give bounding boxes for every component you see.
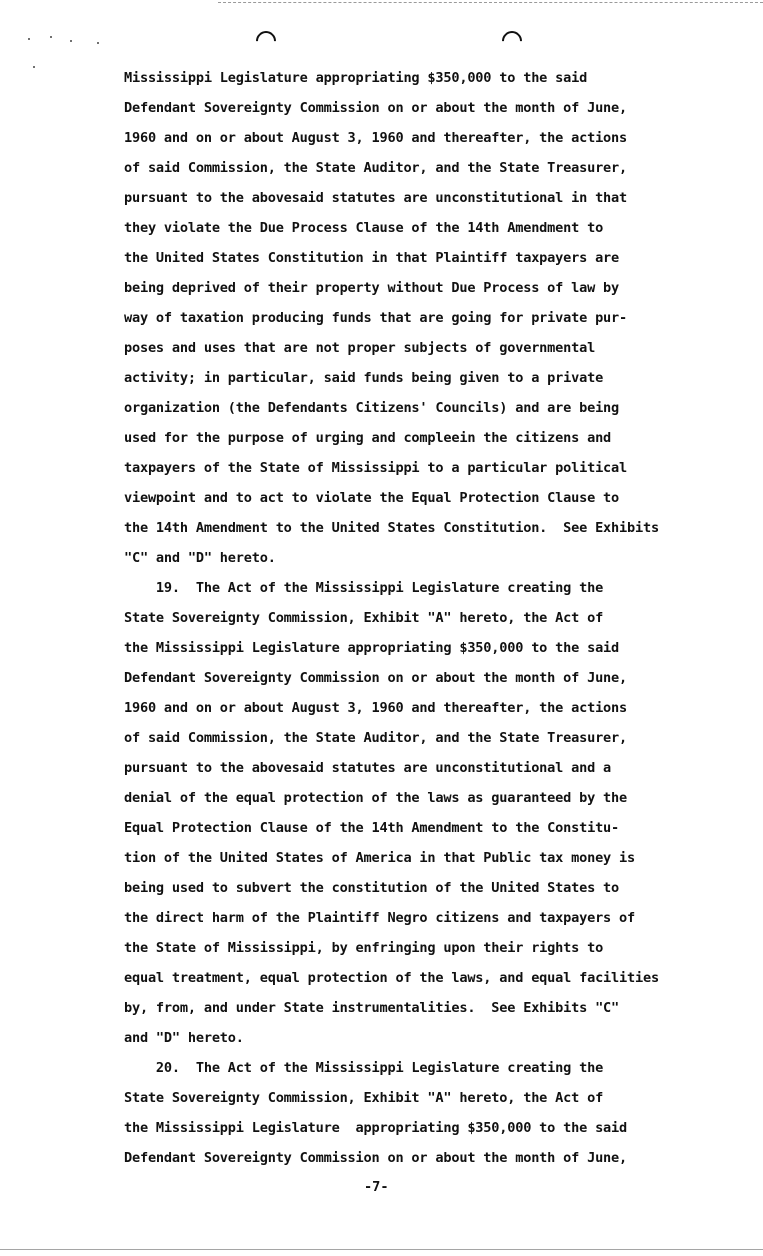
text-line: 1960 and on or about August 3, 1960 and thereafter, the actions	[124, 700, 628, 716]
text-line: the United States Constitution in that Plaintiff taxpayers are	[124, 250, 620, 266]
text-line: tion of the United States of America in that Public tax money is	[124, 850, 635, 866]
text-line: and "D" hereto.	[124, 1030, 244, 1046]
text-line: used for the purpose of urging and compleein the citizens and	[124, 430, 612, 446]
text-line: equal treatment, equal protection of the laws, and equal facilities	[124, 970, 659, 986]
text-line: State Sovereignty Commission, Exhibit "A" hereto, the Act of	[124, 610, 604, 626]
text-line: denial of the equal protection of the laws as guaranteed by the	[124, 790, 628, 806]
scan-speck	[50, 36, 52, 38]
text-line: organization (the Defendants Citizens' Councils) and are being	[124, 400, 620, 416]
text-line: being deprived of their property without Due Process of law by	[124, 280, 620, 296]
scan-speck	[97, 42, 99, 44]
text-line: the Mississippi Legislature appropriating $350,000 to the said	[124, 1120, 628, 1136]
text-line: way of taxation producing funds that are going for private pur-	[124, 310, 628, 326]
top-edge-dots	[218, 2, 763, 3]
text-line: by, from, and under State instrumentalities. See Exhibits "C"	[124, 1000, 620, 1016]
text-line: 19. The Act of the Mississippi Legislature creating the	[124, 580, 604, 596]
text-line: the 14th Amendment to the United States Constitution. See Exhibits	[124, 520, 659, 536]
scan-speck	[33, 66, 35, 68]
text-line: Mississippi Legislature appropriating $350,000 to the said	[124, 70, 588, 86]
text-line: pursuant to the abovesaid statutes are unconstitutional and a	[124, 760, 612, 776]
text-line: Defendant Sovereignty Commission on or about the month of June,	[124, 1150, 628, 1166]
text-line: activity; in particular, said funds being given to a private	[124, 370, 604, 386]
text-line: Equal Protection Clause of the 14th Amendment to the Constitu-	[124, 820, 620, 836]
text-line: taxpayers of the State of Mississippi to a particular political	[124, 460, 628, 476]
text-line: State Sovereignty Commission, Exhibit "A" hereto, the Act of	[124, 1090, 604, 1106]
text-line: of said Commission, the State Auditor, and the State Treasurer,	[124, 730, 628, 746]
text-line: being used to subvert the constitution of the United States to	[124, 880, 620, 896]
text-line: poses and uses that are not proper subjects of governmental	[124, 340, 596, 356]
text-line: they violate the Due Process Clause of the 14th Amendment to	[124, 220, 604, 236]
text-line: "C" and "D" hereto.	[124, 550, 276, 566]
text-line: Defendant Sovereignty Commission on or about the month of June,	[124, 100, 628, 116]
text-line: 1960 and on or about August 3, 1960 and thereafter, the actions	[124, 130, 628, 146]
text-line: pursuant to the abovesaid statutes are unconstitutional in that	[124, 190, 628, 206]
text-line: Defendant Sovereignty Commission on or about the month of June,	[124, 670, 628, 686]
scan-speck	[70, 40, 72, 42]
text-line: the direct harm of the Plaintiff Negro citizens and taxpayers of	[124, 910, 635, 926]
text-line: the State of Mississippi, by enfringing upon their rights to	[124, 940, 604, 956]
scan-speck	[28, 38, 30, 40]
text-line: viewpoint and to act to violate the Equal Protection Clause to	[124, 490, 620, 506]
text-line: of said Commission, the State Auditor, and the State Treasurer,	[124, 160, 628, 176]
punch-hole-mark-left	[254, 28, 276, 42]
page-number: -7-	[364, 1179, 389, 1195]
text-line: 20. The Act of the Mississippi Legislature creating the	[124, 1060, 604, 1076]
punch-hole-mark-right	[500, 28, 522, 42]
bottom-edge-line	[0, 1249, 763, 1250]
text-line: the Mississippi Legislature appropriating $350,000 to the said	[124, 640, 620, 656]
